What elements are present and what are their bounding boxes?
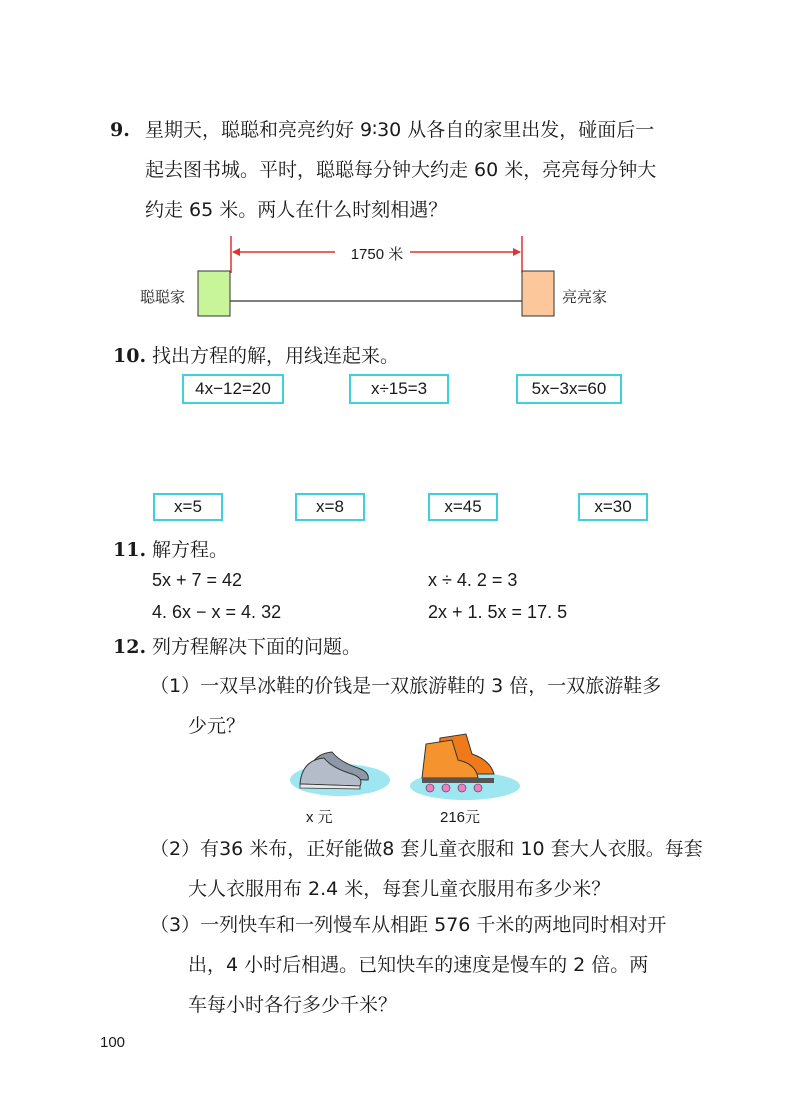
right-arrowhead: [513, 248, 521, 256]
solution-box-4[interactable]: x=30: [578, 493, 648, 521]
q12-part2-line-2: 大人衣服用布 2.4 米，每套儿童衣服用布多少米？: [188, 878, 611, 900]
q9-line-2: 起去图书城。平时，聪聪每分钟大约走 60 米，亮亮每分钟大: [145, 159, 657, 181]
q11-eq-2: x ÷ 4. 2 = 3: [428, 570, 518, 590]
q10-prompt: 找出方程的解，用线连起来。: [152, 345, 400, 367]
q12-part3: [150, 905, 730, 1025]
q9-line-3: 约走 65 米。两人在什么时刻相遇？: [145, 199, 448, 221]
q12-part1-line-2: 少元？: [188, 715, 246, 737]
left-home-box: [198, 271, 230, 316]
q12-part2: [150, 829, 730, 909]
right-home-label: 亮亮家: [562, 288, 608, 306]
q11-eq-1: 5x + 7 = 42: [152, 570, 243, 590]
q12-part3-line-3: 车每小时各行多少千米？: [188, 994, 398, 1016]
page-number: 100: [100, 1034, 126, 1051]
equation-box-2[interactable]: x÷15=3: [349, 374, 449, 404]
wheel-icon: [458, 784, 466, 792]
q11-eq-4: 2x + 1. 5x = 17. 5: [428, 602, 568, 622]
q12-part2-line-1: （2）有36 米布，正好能做8 套儿童衣服和 10 套大人衣服。每套: [150, 838, 703, 860]
right-home-box: [522, 271, 554, 316]
q12-prompt: 列方程解决下面的问题。: [152, 636, 362, 658]
wheel-icon: [442, 784, 450, 792]
solution-box-2[interactable]: x=8: [295, 493, 365, 521]
solution-box-1[interactable]: x=5: [153, 493, 223, 521]
wheel-icon: [474, 784, 482, 792]
solution-box-3[interactable]: x=45: [428, 493, 498, 521]
q11-prompt: 解方程。: [152, 539, 229, 561]
skate-frame: [422, 778, 494, 783]
q12-part3-line-1: （3）一列快车和一列慢车从相距 576 千米的两地同时相对开: [150, 914, 667, 936]
shoe-right-price: 216元: [440, 809, 481, 826]
shoes-illustration: [280, 728, 530, 804]
q11-eq-3: 4. 6x − x = 4. 32: [152, 602, 282, 622]
q12-part1-line-1: （1）一双旱冰鞋的价钱是一双旅游鞋的 3 倍，一双旅游鞋多: [150, 675, 662, 697]
equation-box-3[interactable]: 5x−3x=60: [516, 374, 622, 404]
shoe-left-price: x 元: [306, 809, 333, 826]
left-home-label: 聪聪家: [140, 288, 186, 306]
q12-part3-line-2: 出，4 小时后相遇。已知快车的速度是慢车的 2 倍。两: [188, 954, 649, 976]
q12-number: 12.: [113, 636, 147, 658]
wheel-icon: [426, 784, 434, 792]
shoes-svg: [280, 728, 530, 804]
q9-number: 9.: [110, 119, 130, 141]
equation-box-1[interactable]: 4x−12=20: [182, 374, 284, 404]
q10-number: 10.: [113, 345, 147, 367]
left-arrowhead: [232, 248, 240, 256]
distance-label: 1750 米: [350, 246, 404, 263]
q9-line-1: 星期天，聪聪和亮亮约好 9∶30 从各自的家里出发，碰面后一: [145, 119, 655, 141]
q9-text: [145, 110, 705, 230]
q11-number: 11.: [113, 539, 147, 561]
